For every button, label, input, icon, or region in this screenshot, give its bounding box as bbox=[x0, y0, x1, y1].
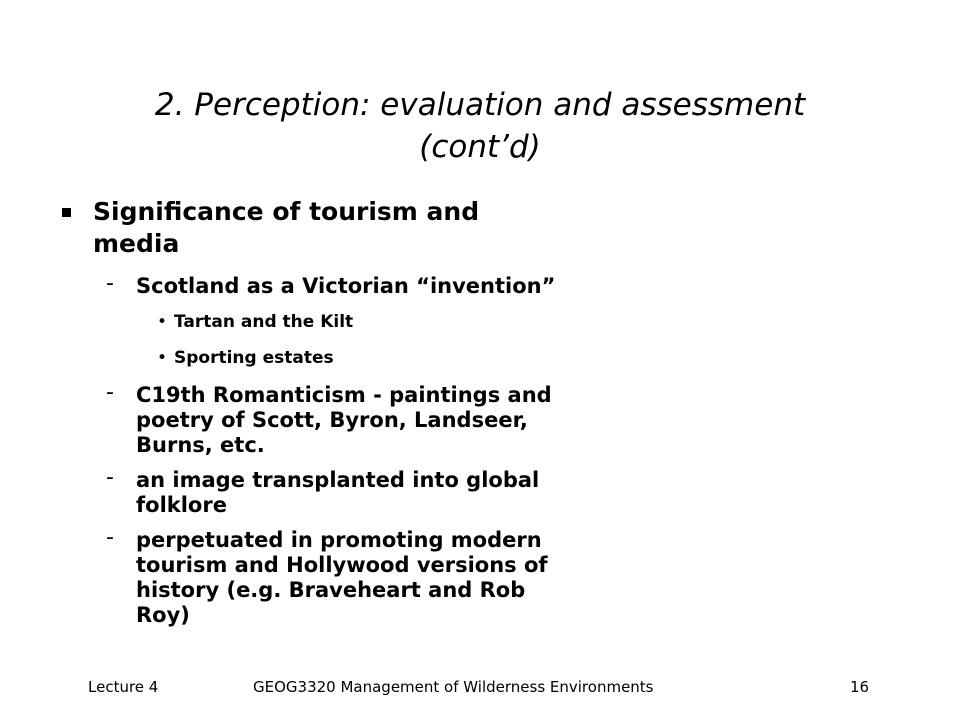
slide-title bbox=[40, 84, 920, 168]
main-bullet-line-1: Significance of tourism and bbox=[93, 197, 480, 226]
sub-bullet-line-1: an image transplanted into global bbox=[136, 468, 540, 492]
list-item-text: Sporting estates bbox=[174, 348, 334, 368]
sub-bullet-modern-tourism bbox=[106, 525, 696, 628]
dot-bullet-icon: • bbox=[157, 348, 168, 368]
footer-course-title: GEOG3320 Management of Wilderness Environments bbox=[253, 678, 654, 696]
sub-bullet-line-2: folklore bbox=[136, 493, 227, 517]
list-item-tartan bbox=[157, 311, 700, 333]
sub-bullet-line-2: tourism and Hollywood versions of bbox=[136, 553, 548, 577]
sub-bullet-victorian-invention bbox=[106, 271, 696, 299]
sub-bullet-global-folklore bbox=[106, 465, 696, 518]
main-bullet-line-2: media bbox=[93, 229, 180, 258]
slide-title-line-2: (cont’d) bbox=[419, 129, 541, 165]
sub-bullet-line-4: Roy) bbox=[136, 603, 190, 627]
dash-bullet-icon: - bbox=[106, 465, 114, 490]
sub-bullet-text: Scotland as a Victorian “invention” bbox=[136, 274, 556, 298]
sub-bullet-line-3: Burns, etc. bbox=[136, 433, 265, 457]
main-bullet bbox=[60, 196, 700, 260]
footer-lecture: Lecture 4 bbox=[88, 678, 159, 696]
slide-body bbox=[60, 196, 700, 628]
footer-page-number: 16 bbox=[850, 678, 870, 696]
square-bullet-icon bbox=[62, 208, 71, 217]
dash-bullet-icon: - bbox=[106, 380, 114, 405]
list-item-text: Tartan and the Kilt bbox=[174, 312, 354, 332]
dash-bullet-icon: - bbox=[106, 525, 114, 550]
sub-bullet-line-1: C19th Romanticism - paintings and bbox=[136, 383, 552, 407]
dash-bullet-icon: - bbox=[106, 271, 114, 296]
sub-bullet-line-3: history (e.g. Braveheart and Rob bbox=[136, 578, 526, 602]
list-item-sporting-estates bbox=[157, 347, 700, 369]
sub-bullet-romanticism bbox=[106, 380, 696, 458]
sub-bullet-line-2: poetry of Scott, Byron, Landseer, bbox=[136, 408, 528, 432]
sub-bullet-line-1: perpetuated in promoting modern bbox=[136, 528, 542, 552]
dot-bullet-icon: • bbox=[157, 312, 168, 332]
slide-title-line-1: 2. Perception: evaluation and assessment bbox=[154, 87, 806, 123]
